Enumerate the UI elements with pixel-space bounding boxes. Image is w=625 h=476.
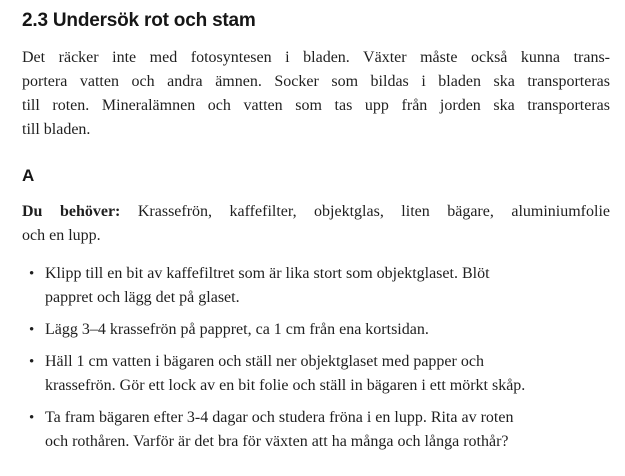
materials-paragraph [22, 200, 610, 248]
text-line: till roten. Mineralämnen och vatten som tas upp från jorden ska transporteras [22, 97, 610, 114]
page-title: 2.3 Undersök rot och stam [22, 10, 256, 31]
text-line: Det räcker inte med fotosyntesen i bladen. Växter måste också kunna trans- [22, 49, 610, 66]
text-line: Häll 1 cm vatten i bägaren och ställ ner objektglaset med papper och [45, 353, 484, 370]
text-line: pappret och lägg det på glaset. [45, 289, 240, 306]
bullet-icon: • [29, 354, 35, 370]
text-line: och en lupp. [22, 227, 101, 244]
text-line: Klipp till en bit av kaffefiltret som är lika stort som objektglaset. Blöt [45, 265, 490, 282]
bullet-icon: • [29, 266, 35, 282]
section-label: A [22, 166, 35, 185]
list-item [22, 262, 610, 310]
instruction-list [22, 262, 610, 454]
intro-paragraph [22, 46, 610, 142]
text-line: och rothåren. Varför är det bra för växten att ha många och långa rothår? [45, 433, 509, 450]
materials-label: Du behöver: [22, 203, 121, 220]
list-item [22, 318, 610, 342]
text-line: Lägg 3–4 krassefrön på pappret, ca 1 cm från ena kortsidan. [45, 321, 429, 338]
bullet-icon: • [29, 410, 35, 426]
bullet-icon: • [29, 322, 35, 338]
text-line [22, 200, 610, 224]
materials-list: Krassefrön, kaffefilter, objektglas, liten bägare, aluminiumfolie [120, 203, 610, 220]
text-line: portera vatten och andra ämnen. Socker som bildas i bladen ska transporteras [22, 73, 610, 90]
list-item [22, 406, 610, 454]
text-line: till bladen. [22, 121, 91, 138]
text-line: krassefrön. Gör ett lock av en bit folie och ställ in bägaren i ett mörkt skåp. [45, 377, 526, 394]
list-item [22, 350, 610, 398]
text-line: Ta fram bägaren efter 3-4 dagar och studera fröna i en lupp. Rita av roten [45, 409, 514, 426]
